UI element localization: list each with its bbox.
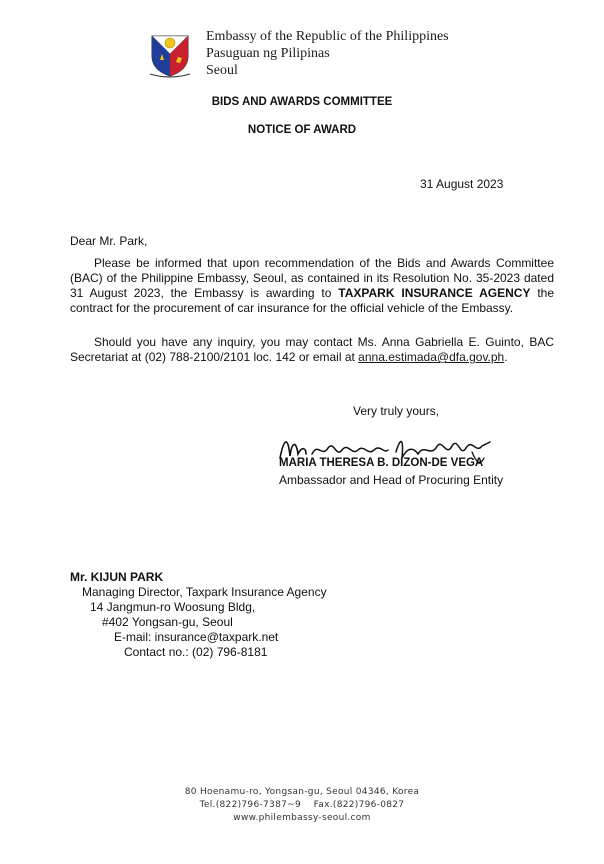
- addressee-email: E-mail: insurance@taxpark.net: [114, 630, 279, 644]
- embassy-name: Embassy of the Republic of the Philippines: [206, 29, 449, 44]
- contact-email-link[interactable]: anna.estimada@dfa.gov.ph: [358, 350, 505, 364]
- letterhead-text: [206, 28, 449, 79]
- addressee-city: #402 Yongsan-gu, Seoul: [102, 615, 233, 629]
- addressee-block: [70, 570, 327, 660]
- addressee-position: Managing Director, Taxpark Insurance Agency: [82, 585, 327, 599]
- letterhead: [146, 28, 506, 82]
- committee-heading: BIDS AND AWARDS COMMITTEE: [211, 96, 393, 108]
- closing: Very truly yours,: [353, 404, 440, 418]
- notice-title: NOTICE OF AWARD: [247, 124, 357, 136]
- salutation: Dear Mr. Park,: [70, 234, 148, 248]
- philippine-seal-icon: [146, 30, 194, 78]
- footer-website[interactable]: www.philembassy-seoul.com: [233, 813, 371, 823]
- footer-address: 80 Hoenamu-ro, Yongsan-gu, Seoul 04346, Korea: [184, 787, 420, 797]
- footer: [0, 786, 604, 825]
- awardee-name: TAXPARK INSURANCE AGENCY: [338, 286, 531, 300]
- footer-phones: Tel.(822)796-7387~9 Fax.(822)796-0827: [199, 800, 405, 810]
- addressee-name: Mr. KIJUN PARK: [70, 570, 164, 584]
- signer-name: MARIA THERESA B. DIZON-DE VEGA: [279, 457, 484, 469]
- letter-date: 31 August 2023: [420, 177, 504, 191]
- signer-title: Ambassador and Head of Procuring Entity: [279, 473, 504, 487]
- body-paragraph-2: Should you have any inquiry, you may contact Ms. Anna Gabriella E. Guinto, BAC Secretariat at (02) 788-2100/2101 loc. 142 or email at anna.estimada@dfa.gov.ph.: [70, 335, 554, 364]
- embassy-name-filipino: Pasuguan ng Pilipinas: [206, 46, 330, 61]
- body-paragraph-1: Please be informed that upon recommendation of the Bids and Awards Committee (BAC) of the Philippine Embassy, Seoul, as contained in its Resolution No. 35-2023 dated 31 August 2023, the Embassy is awarding to TAXPARK INSURANCE AGENCY the contract for the procurement of car insurance for the official vehicle of the Embassy.: [70, 256, 555, 315]
- embassy-city: Seoul: [206, 63, 238, 78]
- addressee-street: 14 Jangmun-ro Woosung Bldg,: [90, 600, 256, 614]
- addressee-phone: Contact no.: (02) 796-8181: [124, 645, 268, 659]
